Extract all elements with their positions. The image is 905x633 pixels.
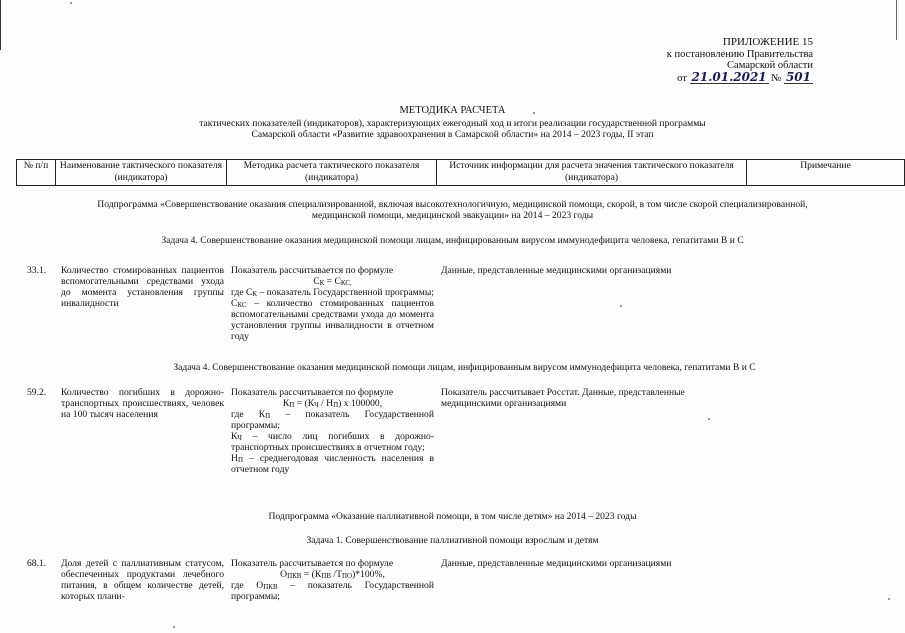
heading-line1: тактических показателей (индикаторов), характеризующих ежегодный ход и итоги реализации государственной программы <box>199 118 706 129</box>
handwritten-date: 21.01.2021 <box>691 69 767 84</box>
header-cell-method: Методика расчета тактического показателя (индикатора) <box>227 160 437 186</box>
task4-heading-repeat: Задача 4. Совершенствование оказания медицинской помощи лицам, инфицированным вирусом иммунодефицита человека, гепатитами В и С <box>173 362 756 373</box>
appendix-date-line <box>667 69 813 85</box>
row2-method-intro: Показатель рассчитывается по формуле <box>231 387 394 398</box>
handwritten-number: 501 <box>785 69 811 84</box>
header-cell-number: № п/п <box>17 160 56 186</box>
heading-line2: Самарской области «Развитие здравоохранения в Самарской области» на 2014 – 2023 годы, II этап <box>251 129 654 140</box>
row3-def1: где $О_{ПКВ}$ – показатель Государственной программы; <box>231 580 434 602</box>
scan-edge-left <box>0 0 1 50</box>
row2-def3: $Н_П$ – среднегодовая численность населения в отчетном году <box>231 453 434 475</box>
header-cell-note: Примечание <box>747 160 905 186</box>
row1-formula: $С_К = С_{КС,}$ <box>313 276 352 287</box>
subprogram2-heading: Подпрограмма «Оказание паллиативной помощи, в том числе детям» на 2014 – 2023 годы <box>268 511 637 522</box>
row3-formula: $О_{ПКВ} = (К_{ПВ}$ $/Т_{ПО})*100\%$, <box>280 569 385 580</box>
row1-indicator-name: Количество стомированных пациентов вспомогательными средствами ухода до момента установления группы инвалидности <box>61 265 224 309</box>
task1-heading: Задача 1. Совершенствование паллиативной помощи взрослым и детям <box>306 535 599 546</box>
scan-edge-right <box>896 0 897 40</box>
row3-number: 68.1. <box>27 558 47 569</box>
scan-speck <box>708 418 710 420</box>
number-label: № <box>771 72 782 84</box>
appendix-block <box>667 37 813 84</box>
from-label: от <box>677 72 687 84</box>
scan-speck <box>888 598 890 600</box>
row1-method <box>231 265 434 342</box>
row2-indicator-name: Количество погибших в дорожно-транспортных происшествиях, человек на 100 тысяч населения <box>61 387 224 420</box>
row2-def1: где $К_П$ – показатель Государственной программы; <box>231 409 434 431</box>
subprogram1-line1: Подпрограмма «Совершенствование оказания специализированной, включая высокотехнологичную, медицинской помощи, скорой, в том числе скорой специализированной, <box>97 199 808 210</box>
appendix-title: ПРИЛОЖЕНИЕ 15 <box>722 36 813 48</box>
row1-method-intro: Показатель рассчитывается по формуле <box>231 265 394 276</box>
scan-speck <box>533 112 535 114</box>
task4-heading: Задача 4. Совершенствование оказания медицинской помощи лицам, инфицированным вирусом иммунодефицита человека, гепатитами В и С <box>161 235 744 246</box>
appendix-line2: Самарской области <box>727 60 813 71</box>
row2-method <box>231 387 434 475</box>
row3-method-intro: Показатель рассчитывается по формуле <box>231 558 394 569</box>
header-cell-name: Наименование тактического показателя (индикатора) <box>56 160 227 186</box>
appendix-line1: к постановлению Правительства <box>666 48 813 60</box>
row1-def1: где $С_К$ – показатель Государственной программы; <box>231 287 434 298</box>
row2-def2: $К_Ч$ – число лиц погибших в дорожно-транспортных происшествиях в отчетном году; <box>231 431 434 453</box>
row3-indicator-name: Доля детей с паллиативным статусом, обеспеченных продуктами лечебного питания, в общем количестве детей, которых плани- <box>61 558 224 602</box>
row2-source: Показатель рассчитывает Росстат. Данные, представленные медицинскими организациями <box>441 387 685 409</box>
scan-speck <box>620 305 622 307</box>
row3-method <box>231 558 434 602</box>
scan-speck <box>70 2 72 4</box>
columns-header-table <box>16 159 905 186</box>
row1-number: 33.1. <box>27 265 47 276</box>
header-cell-source: Источник информации для расчета значения тактического показателя (индикатора) <box>437 160 747 186</box>
row3-source: Данные, представленные медицинскими организациями <box>441 558 672 569</box>
subprogram1-line2: медицинской помощи, медицинской эвакуации» на 2014 – 2023 годы <box>311 210 594 221</box>
row2-formula: $К_П = (К_Ч / Н_П)$ x 100000, <box>282 398 383 409</box>
scan-speck <box>173 626 175 628</box>
document-title: МЕТОДИКА РАСЧЕТА <box>399 105 506 116</box>
row2-number: 59.2. <box>27 387 47 398</box>
row1-source: Данные, представленные медицинскими организациями <box>441 265 672 276</box>
row1-def2: $С_{КС}$ – количество стомированных пациентов вспомогательными средствами ухода до момента установления группы инвалидности в отчетном году <box>231 298 434 342</box>
